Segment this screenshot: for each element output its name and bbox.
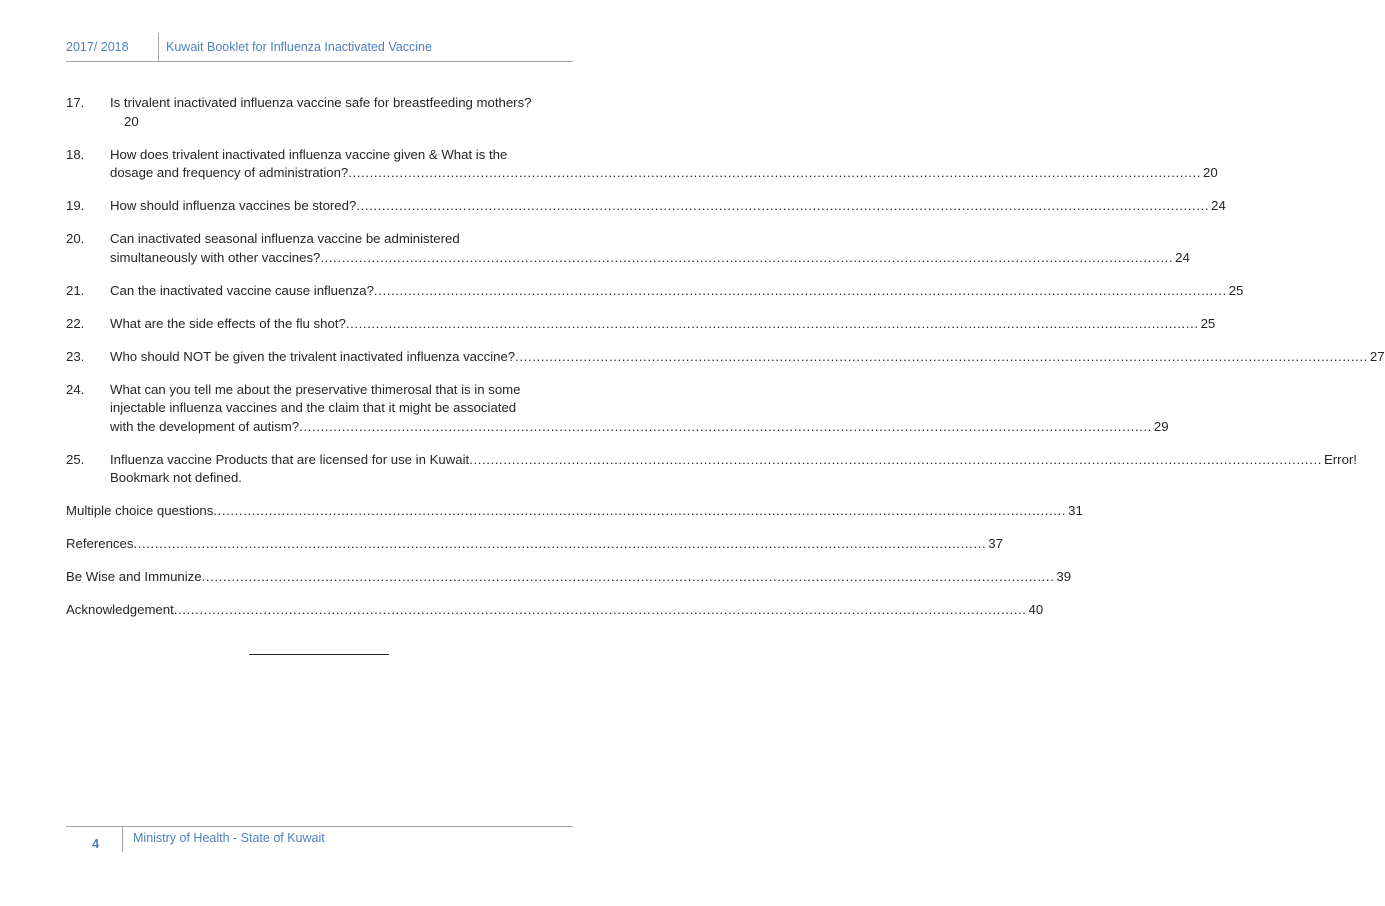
header-year: 2017/ 2018	[66, 40, 129, 54]
footer-page-number: 4	[92, 836, 100, 851]
toc-entry[interactable]	[66, 568, 1072, 587]
toc-entry-number: 19.	[66, 198, 85, 213]
toc-dot-leader: ........................................................................................................................................................................................................	[356, 198, 1210, 213]
toc-dot-leader: ........................................................................................................................................................................................................	[201, 569, 1055, 584]
toc-entry[interactable]	[66, 197, 1226, 216]
toc-entry-label: with the development of autism?	[110, 418, 300, 434]
toc-entry-page: 24	[1211, 198, 1226, 213]
toc-entry-page: Error!	[1323, 451, 1357, 467]
toc-entry[interactable]	[66, 381, 1169, 437]
toc-entry-body	[110, 348, 1385, 367]
toc-entry[interactable]	[66, 601, 1044, 620]
toc-entry-page: 40	[1028, 602, 1044, 617]
toc-entry-line: injectable influenza vaccines and the claim that it might be associated	[110, 400, 517, 415]
toc-dot-leader: ........................................................................................................................................................................................................	[373, 282, 1227, 298]
toc-entry-page: 39	[1056, 569, 1072, 584]
toc-entry-number: 24.	[66, 381, 85, 397]
toc-entry-body	[110, 230, 1190, 267]
toc-dot-leader: ........................................................................................................................................................................................................	[173, 602, 1027, 617]
table-of-contents	[66, 94, 1385, 634]
toc-entry-number: 25.	[66, 451, 85, 467]
toc-entry-page: 25	[1228, 282, 1244, 298]
header-title: Kuwait Booklet for Influenza Inactivated Vaccine	[166, 40, 432, 54]
toc-entry-line: Is trivalent inactivated influenza vaccine safe for breastfeeding mothers?	[110, 95, 532, 110]
toc-entry-line: What can you tell me about the preservative thimerosal that is in some	[110, 381, 521, 397]
toc-entry-label: Be Wise and Immunize	[66, 569, 202, 584]
toc-entry[interactable]	[66, 94, 573, 131]
toc-entry-label: References	[66, 536, 134, 551]
toc-entry-label: Influenza vaccine Products that are licensed for use in Kuwait	[110, 451, 470, 467]
toc-entry[interactable]	[66, 230, 1190, 267]
end-separator	[249, 654, 389, 655]
toc-dot-leader: ........................................................................................................................................................................................................	[133, 536, 987, 551]
header-divider	[158, 33, 159, 61]
toc-entry-body	[66, 601, 1043, 620]
toc-entry[interactable]	[66, 535, 1003, 554]
toc-entry-number: 23.	[66, 348, 85, 364]
toc-entry[interactable]	[66, 502, 1083, 521]
toc-entry-page: 27	[1369, 348, 1385, 364]
footer-text: Ministry of Health - State of Kuwait	[133, 831, 325, 845]
toc-entry-body	[110, 282, 1243, 301]
toc-dot-leader: ........................................................................................................................................................................................................	[345, 315, 1199, 331]
toc-entry-label: Can the inactivated vaccine cause influenza?	[110, 282, 374, 298]
toc-entry-number: 22.	[66, 315, 85, 331]
toc-entry-number: 17.	[66, 95, 85, 110]
toc-entry-page: 37	[988, 536, 1003, 551]
toc-entry-body	[110, 315, 1215, 334]
toc-dot-leader: ........................................................................................................................................................................................................	[348, 165, 1202, 180]
toc-entry-label: Who should NOT be given the trivalent inactivated influenza vaccine?	[110, 348, 516, 364]
toc-entry-body	[110, 381, 1169, 437]
toc-entry-label: simultaneously with other vaccines?	[110, 249, 321, 265]
toc-entry-number: 20.	[66, 231, 85, 246]
toc-entry[interactable]	[66, 282, 1244, 301]
toc-dot-leader: ........................................................................................................................................................................................................	[469, 451, 1322, 467]
toc-entry-number: 21.	[66, 282, 85, 298]
toc-dot-leader: ........................................................................................................................................................................................................	[515, 348, 1368, 364]
toc-entry[interactable]	[66, 315, 1216, 334]
toc-entry-label: Multiple choice questions	[66, 503, 214, 518]
toc-entry-body	[110, 146, 1218, 183]
toc-dot-leader: ........................................................................................................................................................................................................	[213, 503, 1067, 518]
toc-entry-line: Can inactivated seasonal influenza vaccine be administered	[110, 231, 460, 246]
toc-entry-number: 18.	[66, 146, 85, 162]
toc-entry-page: 20	[1203, 165, 1218, 180]
toc-entry-body	[66, 568, 1071, 587]
header-rule	[66, 61, 573, 62]
footer-rule	[66, 826, 573, 827]
toc-entry-label: What are the side effects of the flu shot?	[110, 315, 346, 331]
toc-entry-label: How should influenza vaccines be stored?	[110, 198, 357, 213]
toc-entry[interactable]	[66, 348, 1385, 367]
toc-entry-body	[66, 502, 1083, 521]
footer-divider	[122, 826, 123, 852]
toc-entry-body	[110, 94, 573, 131]
toc-entry-page: 25	[1200, 315, 1216, 331]
toc-entry-label: dosage and frequency of administration?	[110, 165, 349, 180]
toc-entry-page: 24	[1175, 249, 1190, 265]
toc-entry-page: 31	[1068, 503, 1083, 518]
toc-entry-line: How does trivalent inactivated influenza vaccine given & What is the	[110, 146, 508, 162]
toc-entry-page: 20	[124, 113, 139, 129]
toc-dot-leader: ........................................................................................................................................................................................................	[320, 249, 1174, 265]
toc-entry[interactable]	[66, 451, 1357, 488]
toc-entry-body	[110, 451, 1357, 488]
toc-entry-error-text: Bookmark not defined.	[110, 470, 242, 485]
toc-dot-leader: ........................................................................................................................................................................................................	[299, 418, 1152, 434]
toc-entry-body	[110, 197, 1226, 216]
toc-entry-body	[66, 535, 1003, 554]
toc-entry-page: 29	[1153, 418, 1169, 434]
toc-entry[interactable]	[66, 146, 1218, 183]
toc-entry-label: Acknowledgement	[66, 602, 174, 617]
